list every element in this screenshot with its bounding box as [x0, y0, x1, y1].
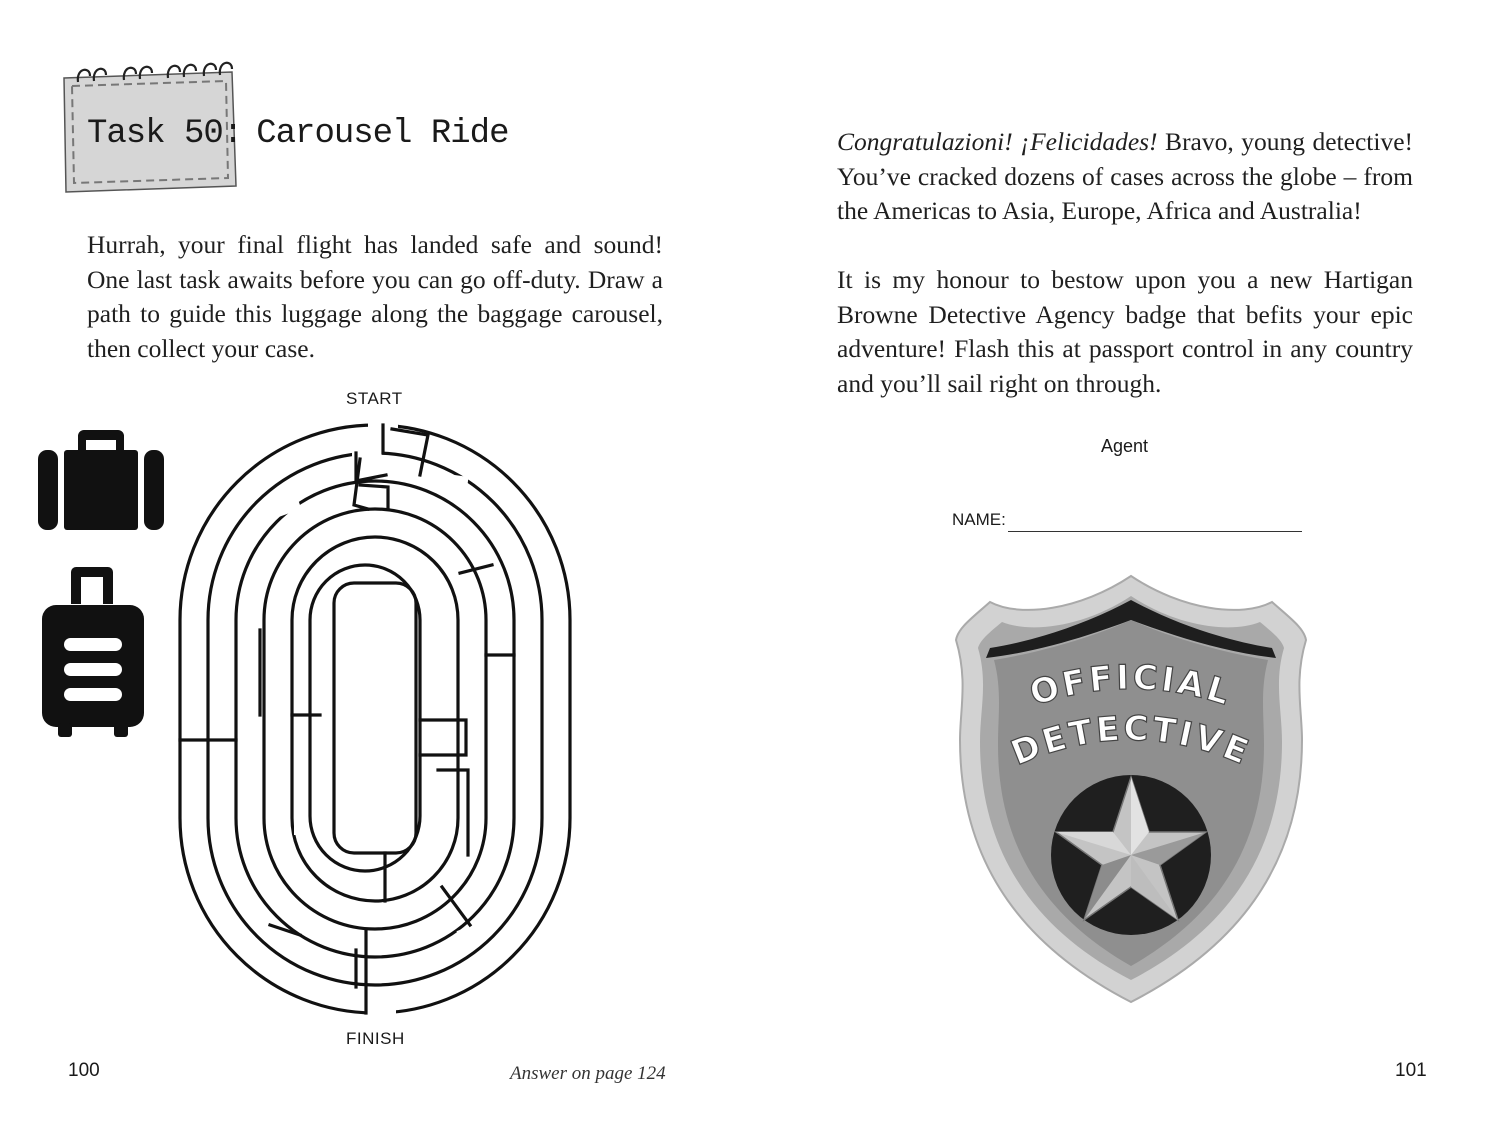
- congratulations-text: Bravo, young detective! You’ve cracked dozens of cases across the globe – from the Americas to Asia, Europe, Africa and Australia!: [837, 127, 1414, 225]
- maze-finish-label: FINISH: [346, 1029, 405, 1048]
- task-title: [87, 115, 508, 153]
- agent-label: Agent: [1101, 436, 1149, 456]
- name-label: NAME:: [952, 510, 1006, 529]
- badge-line2: DETECTIVE: [1005, 708, 1257, 774]
- task-name: Carousel Ride: [256, 115, 509, 153]
- badge-line1: OFFICIAL: [1025, 657, 1237, 715]
- detective-badge: [950, 570, 1312, 1010]
- page-number-right: 101: [1395, 1060, 1427, 1081]
- name-input-line[interactable]: [1008, 531, 1302, 532]
- right-page: [750, 0, 1500, 1137]
- answer-note: Answer on page 124: [510, 1063, 666, 1084]
- carousel-maze[interactable]: [170, 415, 580, 1025]
- badge-paragraph: It is my honour to bestow upon you a new Hartigan Browne Detective Agency badge that befits your epic adventure! Flash this at passport control in any country and you’ll sail right on through.: [837, 265, 1413, 398]
- task-number: Task 50:: [87, 115, 243, 153]
- page-number-left: 100: [68, 1060, 100, 1081]
- trolley-suitcase-icon: [40, 563, 146, 739]
- task-instructions: Hurrah, your final flight has landed safe and sound! One last task awaits before you can go off-duty. Draw a path to guide this luggage along the baggage carousel, then collect your case.: [87, 230, 663, 363]
- suitcase-icon: [36, 424, 166, 534]
- foreign-greetings: Congratulazioni! ¡Felicidades!: [837, 127, 1158, 156]
- congratulations-paragraph: [837, 125, 1413, 229]
- maze-start-label: START: [346, 389, 403, 408]
